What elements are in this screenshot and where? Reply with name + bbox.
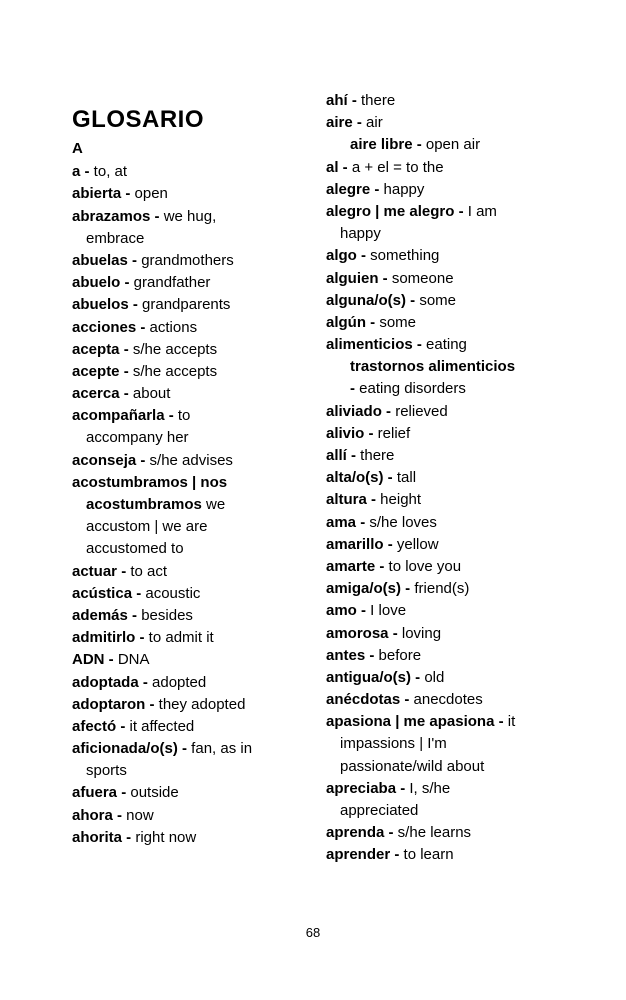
glossary-entry <box>326 179 518 201</box>
glossary-definition: actions <box>145 318 198 336</box>
glossary-entry <box>326 645 518 667</box>
glossary-definition: something <box>366 247 440 265</box>
glossary-term: afuera - <box>72 784 127 802</box>
glossary-entry <box>72 450 264 472</box>
glossary-entry <box>326 401 518 423</box>
glossary-term: amarillo - <box>326 535 393 553</box>
glossary-term: alguien - <box>326 269 388 287</box>
glossary-entry <box>326 822 518 844</box>
glossary-term: antigua/o(s) - <box>326 668 421 686</box>
glossary-entry <box>326 467 518 489</box>
glossary-definition: to accompany her <box>86 407 191 447</box>
glossary-definition: about <box>128 385 171 403</box>
glossary-term: acostumbramos | nos acostumbramos <box>72 473 228 513</box>
glossary-term: aprender - <box>326 846 400 864</box>
glossary-entry <box>72 627 264 649</box>
glossary-definition: before <box>374 646 422 664</box>
glossary-term: abuelo - <box>72 274 130 292</box>
glossary-definition: someone <box>387 269 454 287</box>
glossary-term: ahí - <box>326 92 357 109</box>
glossary-entry <box>326 778 518 822</box>
glossary-term: acerca - <box>72 385 129 403</box>
glossary-entry <box>72 561 264 583</box>
glossary-term: amiga/o(s) - <box>326 580 411 598</box>
glossary-entry <box>326 556 518 578</box>
glossary-definition: loving <box>397 624 442 642</box>
glossary-entry <box>326 489 518 511</box>
glossary-term: alegre - <box>326 180 380 198</box>
page-title: GLOSARIO <box>72 106 205 134</box>
glossary-entry <box>72 472 264 561</box>
glossary-entry-list-right <box>326 90 518 867</box>
glossary-definition: happy <box>379 180 425 198</box>
glossary-definition: outside <box>126 784 179 802</box>
glossary-definition: there <box>356 92 396 109</box>
glossary-entry <box>326 245 518 267</box>
glossary-column-left <box>72 138 264 867</box>
glossary-definition: height <box>376 491 422 509</box>
glossary-term: ahora - <box>72 806 123 824</box>
glossary-term: aire - <box>326 114 362 132</box>
glossary-definition: s/he accepts <box>128 362 218 380</box>
glossary-entry <box>72 272 264 294</box>
glossary-definition: to act <box>126 562 168 580</box>
glossary-term: ahorita - <box>72 828 132 846</box>
glossary-term: además - <box>72 606 138 624</box>
glossary-definition: relief <box>373 424 411 442</box>
glossary-entry <box>72 827 264 849</box>
glossary-term: algo - <box>326 247 366 265</box>
glossary-definition: open <box>130 185 168 203</box>
glossary-definition: to learn <box>399 846 454 864</box>
glossary-term: trastornos alimenticios - <box>350 358 516 398</box>
glossary-definition: grandmothers <box>137 251 234 269</box>
glossary-definition: we accustom | we are accustomed to <box>86 496 226 558</box>
glossary-entry <box>72 672 264 694</box>
glossary-entry <box>72 361 264 383</box>
glossary-definition: eating disorders <box>355 380 466 398</box>
glossary-definition: some <box>415 291 457 309</box>
glossary-term: amarte - <box>326 557 385 575</box>
glossary-entry <box>72 716 264 738</box>
glossary-term: antes - <box>326 646 375 664</box>
page-number: 68 <box>305 925 321 940</box>
glossary-entry <box>72 317 264 339</box>
glossary-term: admitirlo - <box>72 629 145 647</box>
glossary-entry <box>326 600 518 622</box>
glossary-term: abuelos - <box>72 296 138 314</box>
glossary-definition: I love <box>366 602 407 620</box>
glossary-definition: to, at <box>89 163 128 181</box>
glossary-definition: I am happy <box>340 202 497 243</box>
glossary-term: alegro | me alegro - <box>326 202 464 220</box>
glossary-definition: to love you <box>384 557 462 575</box>
glossary-entry <box>326 534 518 556</box>
glossary-entry <box>326 356 518 400</box>
glossary-entry <box>326 667 518 689</box>
glossary-entry <box>72 738 264 782</box>
glossary-term: apasiona | me apasiona - <box>326 713 504 731</box>
glossary-entry <box>326 578 518 600</box>
glossary-term: acepte - <box>72 362 129 380</box>
glossary-definition: old <box>420 668 445 686</box>
glossary-term: afectó - <box>72 717 126 735</box>
glossary-term: aprenda - <box>326 824 394 842</box>
glossary-term: adoptada - <box>72 673 148 691</box>
glossary-entry <box>326 445 518 467</box>
glossary-entry <box>72 383 264 405</box>
glossary-entry <box>326 312 518 334</box>
glossary-definition: acoustic <box>141 584 201 602</box>
glossary-entry <box>326 134 518 156</box>
glossary-entry <box>326 157 518 179</box>
glossary-term: algún - <box>326 313 376 331</box>
glossary-definition: right now <box>131 828 197 846</box>
glossary-definition: eating <box>421 336 467 354</box>
glossary-definition: anecdotes <box>409 691 483 709</box>
glossary-term: alguna/o(s) - <box>326 291 416 309</box>
glossary-definition: it impassions | I'm passionate/wild about <box>340 713 516 775</box>
glossary-definition: yellow <box>392 535 439 553</box>
glossary-definition: some <box>375 313 417 331</box>
glossary-term: abierta - <box>72 185 131 203</box>
glossary-term: apreciaba - <box>326 779 406 797</box>
glossary-definition: DNA <box>113 651 150 669</box>
glossary-definition: s/he loves <box>365 513 437 531</box>
glossary-definition: fan, as in sports <box>86 740 253 780</box>
glossary-definition: a + el = to the <box>347 158 444 176</box>
glossary-definition: grandparents <box>137 296 231 314</box>
glossary-definition: to admit it <box>144 629 214 647</box>
glossary-term: anécdotas - <box>326 691 410 709</box>
glossary-term: abuelas - <box>72 251 138 269</box>
section-letter-a: A <box>72 140 83 157</box>
glossary-definition: s/he accepts <box>128 340 218 358</box>
glossary-entry <box>326 423 518 445</box>
glossary-entry <box>72 583 264 605</box>
glossary-definition: now <box>122 806 154 824</box>
glossary-entry <box>72 183 264 205</box>
glossary-entry <box>326 689 518 711</box>
glossary-term: acústica - <box>72 584 142 602</box>
glossary-entry <box>326 711 518 778</box>
glossary-entry <box>72 161 264 183</box>
glossary-term: amo - <box>326 602 367 620</box>
glossary-definition: grandfather <box>129 274 211 292</box>
glossary-term: acciones - <box>72 318 146 336</box>
glossary-entry <box>72 694 264 716</box>
glossary-column-right <box>326 90 518 867</box>
glossary-term: allí - <box>326 447 357 464</box>
glossary-definition: tall <box>392 469 417 487</box>
glossary-entry <box>326 112 518 134</box>
glossary-definition: open air <box>421 136 481 154</box>
glossary-definition: I, s/he appreciated <box>340 779 451 819</box>
glossary-term: aconseja - <box>72 451 146 469</box>
glossary-entry <box>326 623 518 645</box>
glossary-definition: s/he advises <box>145 451 233 469</box>
glossary-term: altura - <box>326 491 377 509</box>
glossary-entry <box>326 90 518 112</box>
glossary-definition: air <box>361 114 383 132</box>
glossary-term: aliviado - <box>326 402 392 420</box>
glossary-definition: s/he learns <box>393 824 472 842</box>
glossary-entry <box>72 405 264 449</box>
glossary-term: actuar - <box>72 562 127 580</box>
glossary-entry <box>326 334 518 356</box>
glossary-term: ADN - <box>72 651 114 669</box>
glossary-definition: friend(s) <box>410 580 470 598</box>
glossary-entry-list-left <box>72 161 264 849</box>
glossary-definition: it affected <box>125 717 195 735</box>
glossary-term: alivio - <box>326 424 374 442</box>
glossary-definition: besides <box>137 606 193 624</box>
glossary-entry <box>72 782 264 804</box>
glossary-term: ama - <box>326 513 366 531</box>
glossary-entry <box>72 294 264 316</box>
glossary-entry <box>326 512 518 534</box>
glossary-term: adoptaron - <box>72 695 155 713</box>
glossary-entry <box>72 250 264 272</box>
glossary-definition: there <box>356 447 395 464</box>
glossary-entry <box>72 805 264 827</box>
glossary-entry <box>72 339 264 361</box>
glossary-term: al - <box>326 158 348 176</box>
glossary-entry <box>326 201 518 245</box>
glossary-definition: they adopted <box>154 695 246 713</box>
glossary-definition: relieved <box>391 402 448 420</box>
glossary-term: amorosa - <box>326 624 398 642</box>
glossary-term: abrazamos - <box>72 207 160 225</box>
glossary-term: a - <box>72 163 90 181</box>
glossary-definition: adopted <box>147 673 207 691</box>
glossary-term: acepta - <box>72 340 129 358</box>
glossary-term: aire libre - <box>350 136 422 154</box>
glossary-entry <box>326 844 518 866</box>
glossary-term: alta/o(s) - <box>326 469 393 487</box>
glossary-term: aficionada/o(s) - <box>72 740 188 758</box>
glossary-entry <box>72 649 264 671</box>
glossary-entry <box>326 290 518 312</box>
glossary-entry <box>72 605 264 627</box>
glossary-term: alimenticios - <box>326 336 422 354</box>
glossary-entry <box>326 268 518 290</box>
glossary-entry <box>72 206 264 250</box>
glossary-definition: we hug, embrace <box>86 207 217 247</box>
glossary-term: acompañarla - <box>72 407 174 425</box>
